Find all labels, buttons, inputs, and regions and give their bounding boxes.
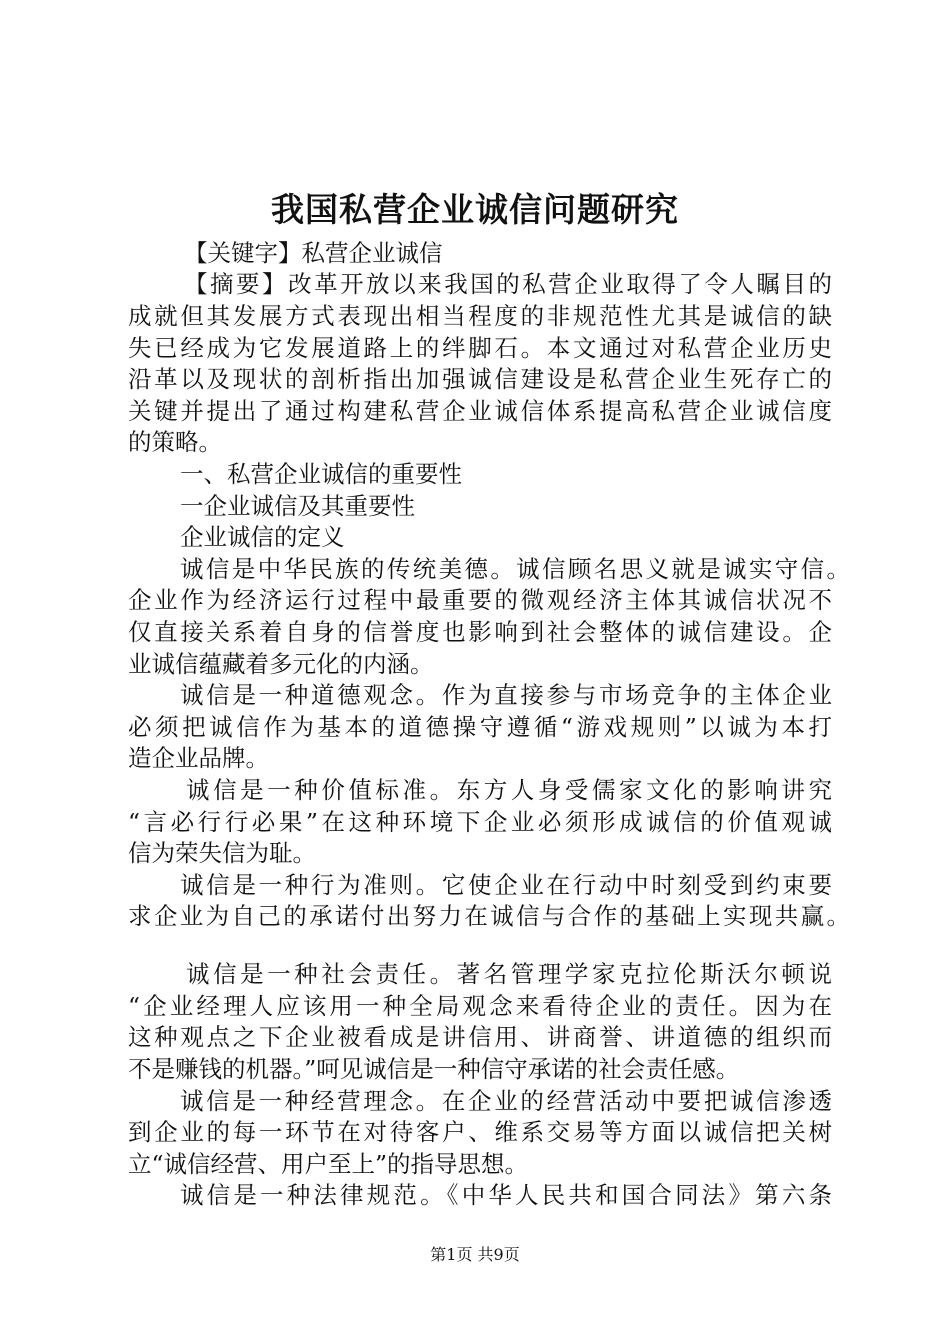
body-line: 仅直接关系着自身的信誉度也影响到社会整体的诚信建设。企: [128, 618, 832, 646]
abstract-line: 【摘要】改革开放以来我国的私营企业取得了令人瞩目的: [184, 270, 832, 298]
body-line: “企业经理人应该用一种全局观念来看待企业的责任。因为在: [128, 992, 832, 1020]
subsection-heading: 一企业诚信及其重要性: [180, 492, 415, 520]
body-line: 立“诚信经营、用户至上”的指导思想。: [128, 1150, 529, 1178]
body-line: 这种观点之下企业被看成是讲信用、讲商誉、讲道德的组织而: [128, 1023, 832, 1051]
subsection-heading: 企业诚信的定义: [180, 523, 345, 551]
body-line: 诚信是中华民族的传统美德。诚信顾名思义就是诚实守信。: [180, 555, 850, 583]
body-line: 诚信是一种经营理念。在企业的经营活动中要把诚信渗透: [180, 1087, 832, 1115]
body-line: 企业作为经济运行过程中最重要的微观经济主体其诚信状况不: [128, 586, 832, 614]
body-line: 诚信是一种道德观念。作为直接参与市场竞争的主体企业: [180, 681, 832, 709]
abstract-line: 成就但其发展方式表现出相当程度的非规范性尤其是诚信的缺: [128, 302, 832, 330]
body-line: 信为荣失信为耻。: [128, 839, 316, 867]
abstract-line: 的策略。: [128, 428, 222, 456]
body-line: 求企业为自己的承诺付出努力在诚信与合作的基础上实现共赢。: [128, 902, 850, 930]
body-line: 业诚信蕴藏着多元化的内涵。: [128, 650, 434, 678]
abstract-line: 失已经成为它发展道路上的绊脚石。本文通过对私营企业历史: [128, 334, 832, 362]
page-number-footer: 第1页 共9页: [430, 1245, 520, 1264]
body-line: 诚信是一种行为准则。它使企业在行动中时刻受到约束要: [180, 871, 832, 899]
body-line: 诚信是一种社会责任。著名管理学家克拉伦斯沃尔顿说: [186, 960, 832, 988]
document-title: 我国私营企业诚信问题研究: [271, 190, 679, 229]
body-line: 必须把诚信作为基本的道德操守遵循“游戏规则”以诚为本打: [128, 713, 832, 741]
body-line: “言必行行必果”在这种环境下企业必须形成诚信的价值观诚: [128, 808, 832, 836]
body-line: 到企业的每一环节在对待客户、维系交易等方面以诚信把关树: [128, 1118, 832, 1146]
body-line: 诚信是一种价值标准。东方人身受儒家文化的影响讲究: [186, 776, 832, 804]
abstract-line: 沿革以及现状的剖析指出加强诚信建设是私营企业生死存亡的: [128, 365, 832, 393]
body-line: 不是赚钱的机器。”呵见诚信是一种信守承诺的社会责任感。: [128, 1055, 740, 1083]
body-line: 造企业品牌。: [128, 744, 269, 772]
body-line: 诚信是一种法律规范。《中华人民共和国合同法》第六条: [180, 1181, 832, 1209]
keywords-line: 【关键字】私营企业诚信: [184, 239, 443, 267]
abstract-line: 关键并提出了通过构建私营企业诚信体系提高私营企业诚信度: [128, 397, 832, 425]
section-heading: 一、私营企业诚信的重要性: [180, 460, 462, 488]
